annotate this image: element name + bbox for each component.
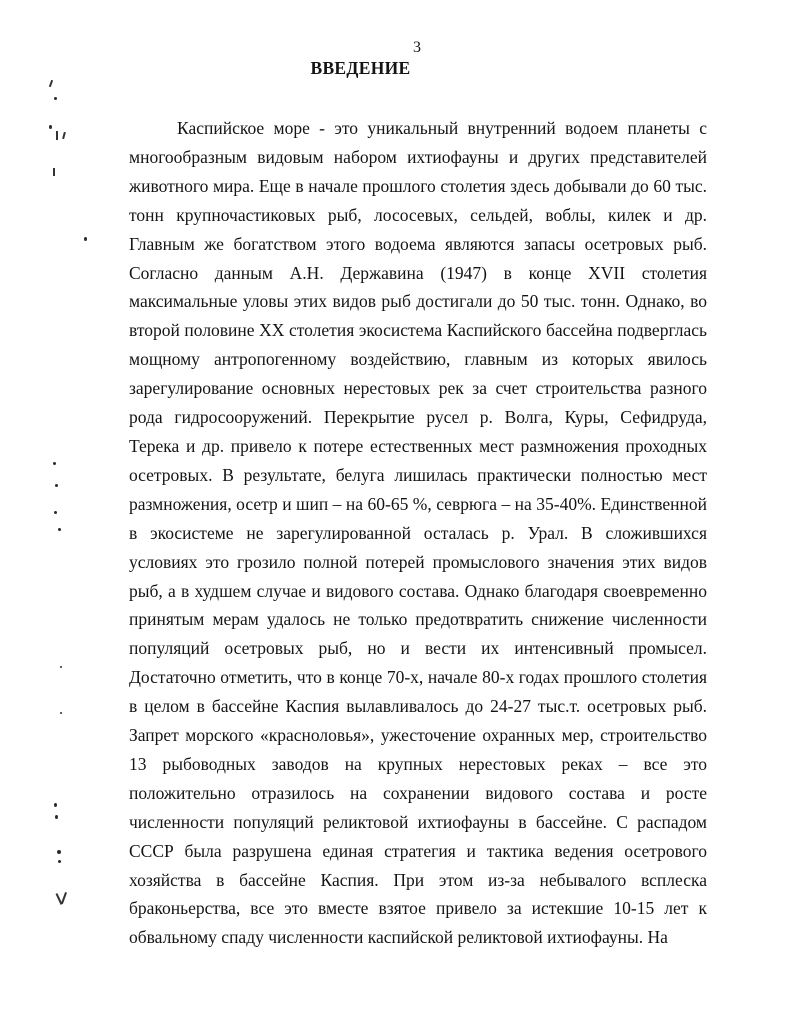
scan-speck bbox=[55, 484, 58, 487]
scan-speck bbox=[60, 666, 62, 668]
scan-speck bbox=[54, 803, 57, 807]
scan-speck bbox=[53, 462, 56, 465]
section-heading: ВВЕДЕНИЕ bbox=[310, 58, 411, 78]
scan-speck bbox=[56, 131, 58, 140]
scan-speck bbox=[60, 712, 62, 714]
scan-speck bbox=[62, 132, 66, 139]
scan-speck bbox=[84, 237, 87, 241]
scan-speck bbox=[57, 850, 61, 854]
scan-speck bbox=[54, 97, 57, 100]
scan-speck bbox=[58, 528, 61, 531]
page-number: 3 bbox=[413, 39, 421, 56]
scan-speck bbox=[58, 860, 61, 863]
scan-speck bbox=[49, 80, 53, 87]
body-paragraph: Каспийское море - это уникальный внутренний водоем планеты с многообразным видовым набором ихтиофауны и других представителей животного мира. Еще в начале прошлого столетия здесь добывали до 60 тыс. тонн крупночастиковых рыб, лососевых, сельдей, воблы, килек и др. Главным же богатством этого водоема являются запасы осетровых рыб. Согласно данным А.Н. Державина (1947) в конце XVII столетия максимальные уловы этих видов рыб достигали до 50 тыс. тонн. Однако, во второй половине XX столетия экосистема Каспийского бассейна подверглась мощному антропогенному воздействию, главным из которых явилось зарегулирование основных нерестовых рек за счет строительства разного рода гидросооружений. Перекрытие русел р. Волга, Куры, Сефидруда, Терека и др. привело к потере естественных мест размножения проходных осетровых. В результате, белуга лишилась практически полностью мест размножения, осетр и шип – на 60-65 %, севрюга – на 35-40%. Единственной в экосистеме не зарегулированной осталась р. Урал. В сложившихся условиях это грозило полной потерей промыслового значения этих видов рыб, а в худшем случае и видового состава. Однако благодаря своевременно принятым мерам удалось не только предотвратить снижение численности популяций осетровых рыб, но и вести их интенсивный промысел. Достаточно отметить, что в конце 70-х, начале 80-х годах прошлого столетия в целом в бассейне Каспия вылавливалось до 24-27 тыс.т. осетровых рыб. Запрет морского «красноловья», ужесточение охранных мер, строительство 13 рыбоводных заводов на крупных нерестовых реках – все это положительно отразилось на сохранении видового состава и росте численности популяций реликтовой ихтиофауны в бассейне. С распадом СССР была разрушена единая стратегия и тактика ведения осетрового хозяйства в бассейне Каспия. При этом из-за небывалого всплеска браконьерства, все это вместе взятое привело за истекшие 10-15 лет к обвальному спаду численности каспийской реликтовой ихтиофауны. На bbox=[129, 118, 707, 948]
scan-speck bbox=[54, 511, 57, 514]
scan-speck bbox=[61, 892, 67, 904]
scan-speck bbox=[55, 815, 58, 819]
scan-speck bbox=[53, 168, 55, 176]
scan-speck bbox=[49, 125, 52, 129]
